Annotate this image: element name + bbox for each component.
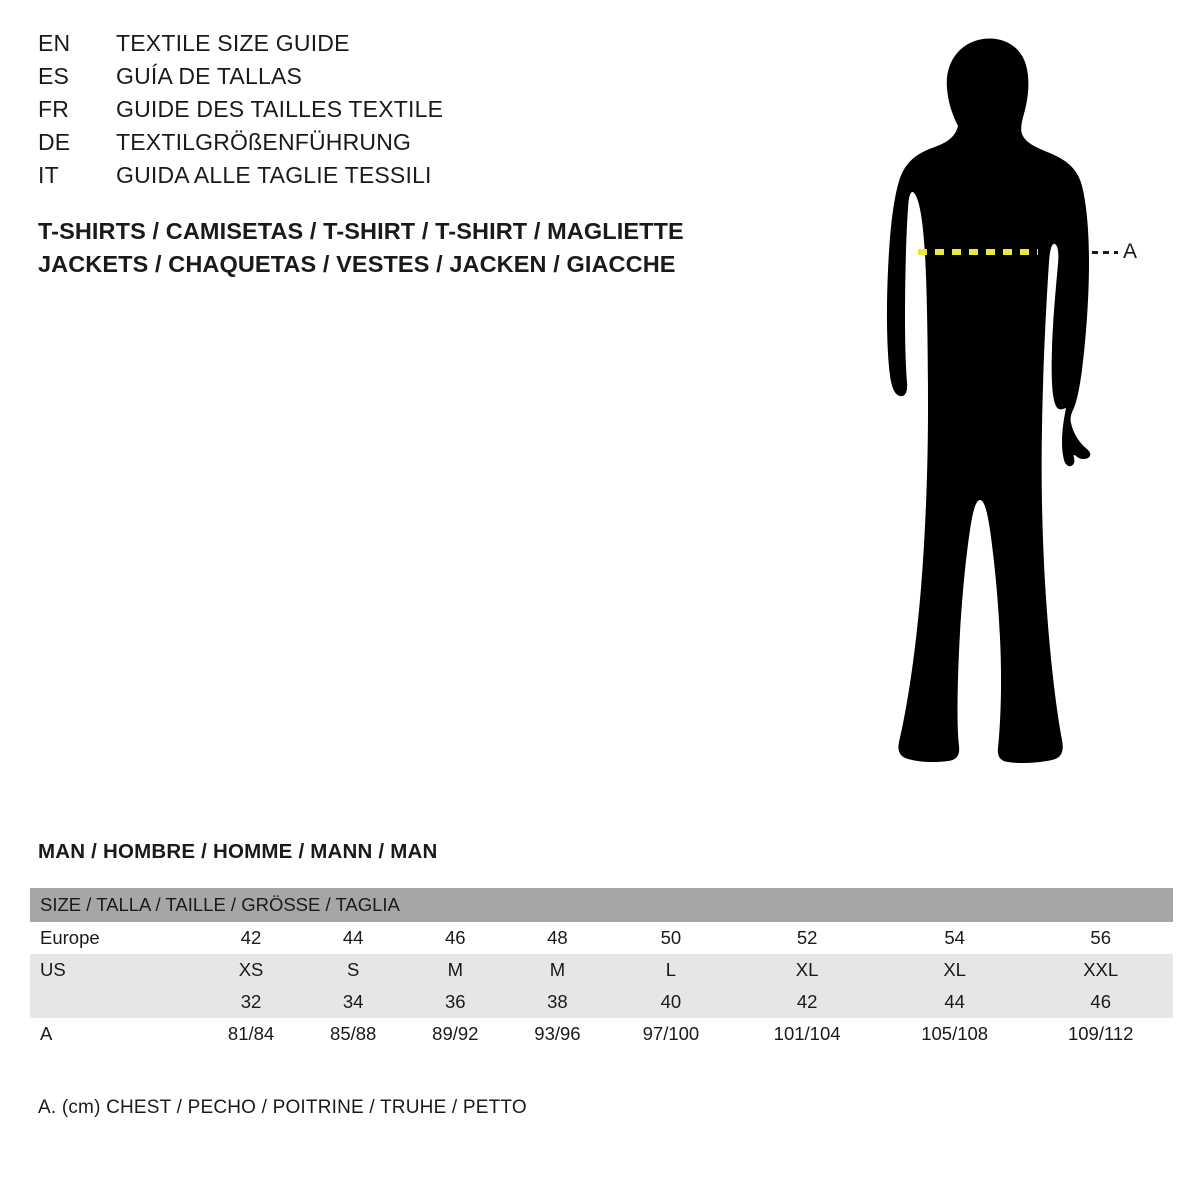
cell: XXL [1083,959,1119,980]
cell: 34 [342,991,364,1012]
cell: 89/92 [432,1023,479,1044]
table-section-title: MAN / HOMBRE / HOMME / MANN / MAN [38,840,438,863]
measure-pointer-dashes [1092,251,1118,254]
language-title: GUIDE DES TAILLES TEXTILE [116,96,444,122]
cell: 40 [660,991,682,1012]
language-code: ES [38,63,70,89]
table-row [30,1018,1173,1050]
cell: 85/88 [330,1023,377,1044]
cell: 101/104 [773,1023,841,1044]
cell: 56 [1090,927,1111,948]
size-table [30,888,1173,1050]
cell: XL [943,959,966,980]
language-title: GUÍA DE TALLAS [116,63,303,89]
table-row [30,986,1173,1018]
garment-line-jackets: JACKETS / CHAQUETAS / VESTES / JACKEN / GIACCHE [38,251,676,277]
language-code: DE [38,129,71,155]
cell: 93/96 [534,1023,581,1044]
cell: 48 [547,927,568,948]
body-silhouette-figure [830,18,1170,788]
row-label: Europe [40,927,100,948]
cell: 81/84 [227,1023,275,1044]
row-label: US [40,959,66,980]
cell: 44 [944,991,965,1012]
language-list [38,30,758,195]
table-row [30,922,1173,954]
table-header-label: SIZE / TALLA / TAILLE / GRÖSSE / TAGLIA [40,894,400,915]
cell: 52 [796,927,818,948]
language-row [38,30,758,63]
cell: 105/108 [921,1023,989,1044]
cell: 32 [240,991,262,1012]
cell: 46 [445,927,466,948]
cell: 36 [445,991,466,1012]
cell: 42 [796,991,818,1012]
row-label [30,986,200,1018]
garment-line-tshirts: T-SHIRTS / CAMISETAS / T-SHIRT / T-SHIRT / MAGLIETTE [38,218,684,244]
cell: 38 [547,991,568,1012]
table-row [30,954,1173,986]
language-row [38,63,758,96]
language-row [38,162,758,195]
cell: 109/112 [1067,1023,1134,1044]
language-code: EN [38,30,71,56]
measurement-footnote: A. (cm) CHEST / PECHO / POITRINE / TRUHE / PETTO [38,1097,527,1118]
cell: 46 [1090,991,1111,1012]
language-title: GUIDA ALLE TAGLIE TESSILI [116,162,432,188]
garment-categories [38,215,798,281]
language-title: TEXTILGRÖßENFÜHRUNG [116,129,412,155]
cell: M [549,959,566,980]
cell: XL [795,959,819,980]
language-title: TEXTILE SIZE GUIDE [116,30,350,56]
cell: 54 [944,927,965,948]
cell: L [665,959,677,980]
language-row [38,129,758,162]
row-label: A [40,1023,53,1044]
cell: 44 [342,927,364,948]
language-row [38,96,758,129]
cell: M [447,959,464,980]
cell: S [347,959,360,980]
cell: XS [238,959,264,980]
silhouette-svg [830,18,1170,788]
language-code: FR [38,96,70,122]
measure-label-a: A [1123,240,1138,263]
language-code: IT [38,162,59,188]
cell: 97/100 [642,1023,700,1044]
cell: 42 [240,927,262,948]
table-header-row [30,888,1173,922]
male-body-silhouette [887,39,1090,763]
cell: 50 [660,927,682,948]
